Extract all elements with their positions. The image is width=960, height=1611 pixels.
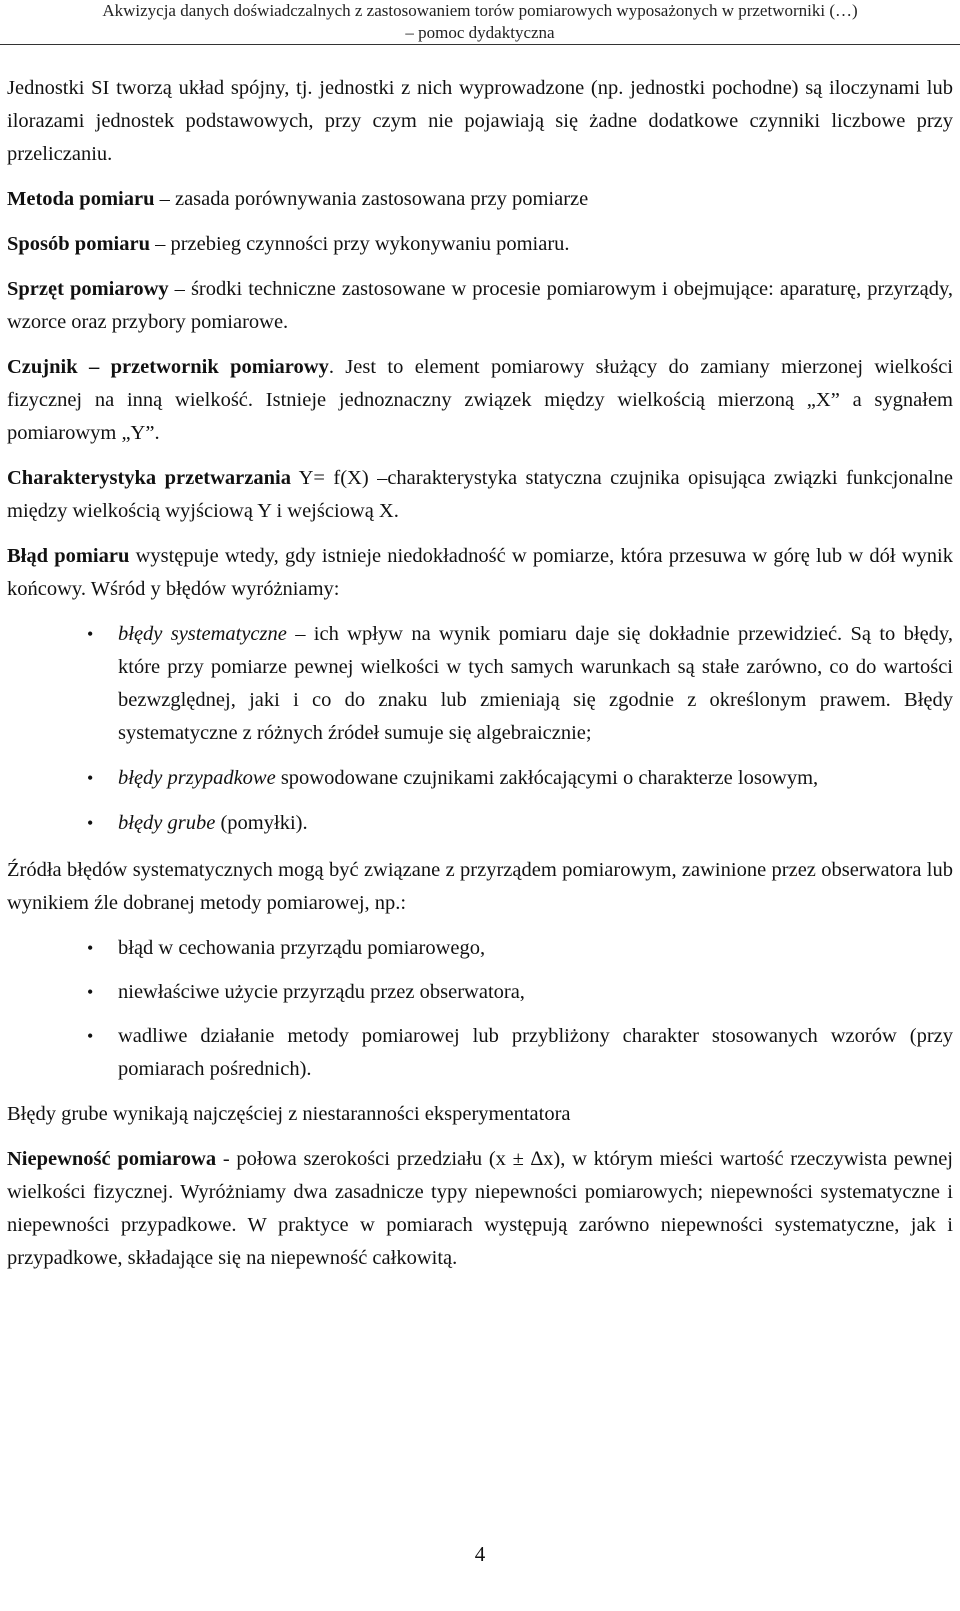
- error-description: – ich wpływ na wynik pomiaru daje się dokładnie przewidzieć. Są to błędy, które przy pomiarze pewnej wielkości w tych samych warunkach są stałe zarówno, co do wartości bezwzględnej, jaki i co do znaku lub zmieniają się zgodnie z określonym prawem. Błędy systematyczne z różnych źródeł sumuje się algebraicznie;: [118, 623, 953, 744]
- term-charakterystyka: Charakterystyka przetwarzania: [7, 467, 291, 489]
- list-item: [7, 1020, 953, 1086]
- error-description: (pomyłki).: [215, 812, 308, 834]
- list-item: [7, 618, 953, 750]
- term-blad: Błąd pomiaru: [7, 545, 130, 567]
- bullet-icon: •: [87, 624, 94, 644]
- list-item: [7, 932, 953, 965]
- definition-sposob: [7, 228, 953, 261]
- definition-charakterystyka-text: Y= f(X) –charakterystyka statyczna czujnika opisująca związki funkcjonalne między wielkością wyjściową Y i wejściową X.: [7, 467, 953, 522]
- header-divider: [0, 44, 960, 45]
- bullet-icon: •: [87, 982, 94, 1002]
- error-term: błędy przypadkowe: [118, 767, 276, 789]
- definition-metoda: [7, 183, 953, 216]
- page-number: 4: [474, 1542, 486, 1566]
- definition-niepewnosc: [7, 1143, 953, 1275]
- error-description: spowodowane czujnikami zakłócającymi o charakterze losowym,: [275, 767, 819, 789]
- source-text: błąd w cechowania przyrządu pomiarowego,: [118, 937, 486, 959]
- definition-niepewnosc-text: - połowa szerokości przedziału (x ± ∆x), w którym mieści wartość rzeczywista pewnej wielkości fizycznej. Wyróżniamy dwa zasadnicze typy niepewności pomiarowych; niepewności systematyczne i niepewności przypadkowe. W praktyce w pomiarach występują zarówno niepewności systematyczne, jak i przypadkowe, składające się na niepewność całkowitą.: [7, 1148, 953, 1269]
- bullet-icon: •: [87, 938, 94, 958]
- list-item: [7, 762, 953, 795]
- definition-sposob-text: – przebieg czynności przy wykonywaniu pomiaru.: [149, 233, 570, 255]
- list-item: [7, 807, 953, 840]
- bullet-icon: •: [87, 768, 94, 788]
- source-text: niewłaściwe użycie przyrządu przez obserwatora,: [118, 981, 525, 1003]
- definition-blad: [7, 540, 953, 606]
- source-text: wadliwe działanie metody pomiarowej lub przybliżony charakter stosowanych wzorów (przy pomiarach pośrednich).: [118, 1025, 953, 1080]
- definition-blad-text: występuje wtedy, gdy istnieje niedokładność w pomiarze, która przesuwa w górę lub w dół wynik końcowy. Wśród y błędów wyróżniamy:: [7, 545, 953, 600]
- term-niepewnosc: Niepewność pomiarowa: [7, 1148, 217, 1170]
- definition-charakterystyka: [7, 462, 953, 528]
- page-body: [7, 72, 953, 1275]
- definition-czujnik-text: . Jest to element pomiarowy służący do zamiany mierzonej wielkości fizycznej na inną wielkość. Istnieje jednoznaczny związek między wielkością mierzoną „X” a sygnałem pomiarowym „Y”.: [7, 356, 954, 444]
- definition-czujnik: [7, 351, 953, 450]
- paragraph-grube: Błędy grube wynikają najczęściej z niestaranności eksperymentatora: [7, 1103, 571, 1125]
- paragraph-si-units: Jednostki SI tworzą układ spójny, tj. jednostki z nich wyprowadzone (np. jednostki pochodne) są iloczynami lub ilorazami jednostek podstawowych, przy czym nie pojawiają się żadne dodatkowe czynniki liczbowe przy przeliczaniu.: [7, 77, 953, 165]
- term-sposob: Sposób pomiaru: [7, 233, 150, 255]
- running-header: [0, 0, 960, 44]
- definition-metoda-text: – zasada porównywania zastosowana przy pomiarze: [154, 188, 589, 210]
- term-sprzet: Sprzęt pomiarowy: [7, 278, 169, 300]
- term-metoda: Metoda pomiaru: [7, 188, 155, 210]
- definition-sprzet: [7, 273, 953, 339]
- header-title: Akwizycja danych doświadczalnych z zastosowaniem torów pomiarowych wyposażonych w przetworniki (…): [102, 1, 858, 20]
- header-subtitle: – pomoc dydaktyczna: [405, 23, 555, 42]
- error-term: błędy grube: [118, 812, 216, 834]
- list-item: [7, 976, 953, 1009]
- error-types-list: [7, 618, 953, 840]
- term-czujnik: Czujnik – przetwornik pomiarowy: [7, 356, 329, 378]
- paragraph-zrodla: Źródła błędów systematycznych mogą być związane z przyrządem pomiarowym, zawinione przez obserwatora lub wynikiem źle dobranej metody pomiarowej, np.:: [7, 859, 953, 914]
- bullet-icon: •: [87, 1026, 94, 1046]
- definition-sprzet-text: – środki techniczne zastosowane w procesie pomiarowym i obejmujące: aparaturę, przyrządy, wzorce oraz przybory pomiarowe.: [7, 278, 953, 333]
- error-sources-list: [7, 932, 953, 1086]
- bullet-icon: •: [87, 813, 94, 833]
- error-term: błędy systematyczne: [118, 623, 287, 645]
